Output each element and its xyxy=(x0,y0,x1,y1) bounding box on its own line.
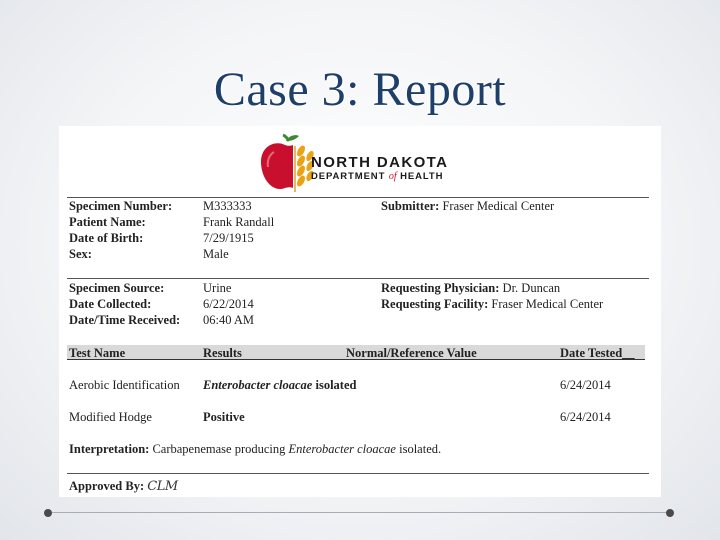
footer-line xyxy=(52,512,668,513)
specimen-source-label: Specimen Source: xyxy=(69,281,165,295)
date-collected-value: 6/22/2014 xyxy=(203,297,254,311)
approver-initials: CLM xyxy=(147,479,178,494)
patient-name-value: Frank Randall xyxy=(203,215,275,229)
date-received-value: 06:40 AM xyxy=(203,313,255,327)
requesting-facility: Requesting Facility: Fraser Medical Center xyxy=(381,297,604,311)
logo-wordmark xyxy=(311,155,448,183)
divider xyxy=(67,197,649,198)
slide-title: Case 3: Report xyxy=(213,63,507,116)
row2-result: Positive xyxy=(203,410,245,424)
specimen-number-value: M333333 xyxy=(203,199,252,213)
footer-dot-left xyxy=(44,509,52,517)
col-header-normal: Normal/Reference Value xyxy=(346,346,477,360)
footer-dot-right xyxy=(666,509,674,517)
sex-label: Sex: xyxy=(69,247,92,261)
date-received-label: Date/Time Received: xyxy=(69,313,181,327)
date-collected-label: Date Collected: xyxy=(69,297,152,311)
specimen-source-value: Urine xyxy=(203,281,232,295)
row1-result: Enterobacter cloacae isolated xyxy=(203,378,357,392)
logo-line2: DEPARTMENT of HEALTH xyxy=(311,171,444,182)
divider xyxy=(67,473,649,474)
col-header-test: Test Name xyxy=(69,346,126,360)
col-header-results: Results xyxy=(203,346,242,360)
interpretation: Interpretation: Carbapenemase producing Enterobacter cloacae isolated. xyxy=(69,442,442,456)
requesting-physician: Requesting Physician: Dr. Duncan xyxy=(381,281,561,295)
col-header-date: Date Tested__ xyxy=(560,346,635,360)
sex-value: Male xyxy=(203,247,229,261)
approved-by: Approved By: CLM xyxy=(69,479,178,494)
divider xyxy=(67,278,649,279)
dob-value: 7/29/1915 xyxy=(203,231,254,245)
submitter: Submitter: Fraser Medical Center xyxy=(381,199,555,213)
row2-test: Modified Hodge xyxy=(69,410,152,424)
specimen-number-label: Specimen Number: xyxy=(69,199,173,213)
logo-line1: NORTH DAKOTA xyxy=(311,154,449,171)
row1-test: Aerobic Identification xyxy=(69,378,180,392)
dob-label: Date of Birth: xyxy=(69,231,144,245)
lab-report xyxy=(59,126,661,497)
patient-name-label: Patient Name: xyxy=(69,215,146,229)
row1-date: 6/24/2014 xyxy=(560,378,611,392)
row2-date: 6/24/2014 xyxy=(560,410,611,424)
